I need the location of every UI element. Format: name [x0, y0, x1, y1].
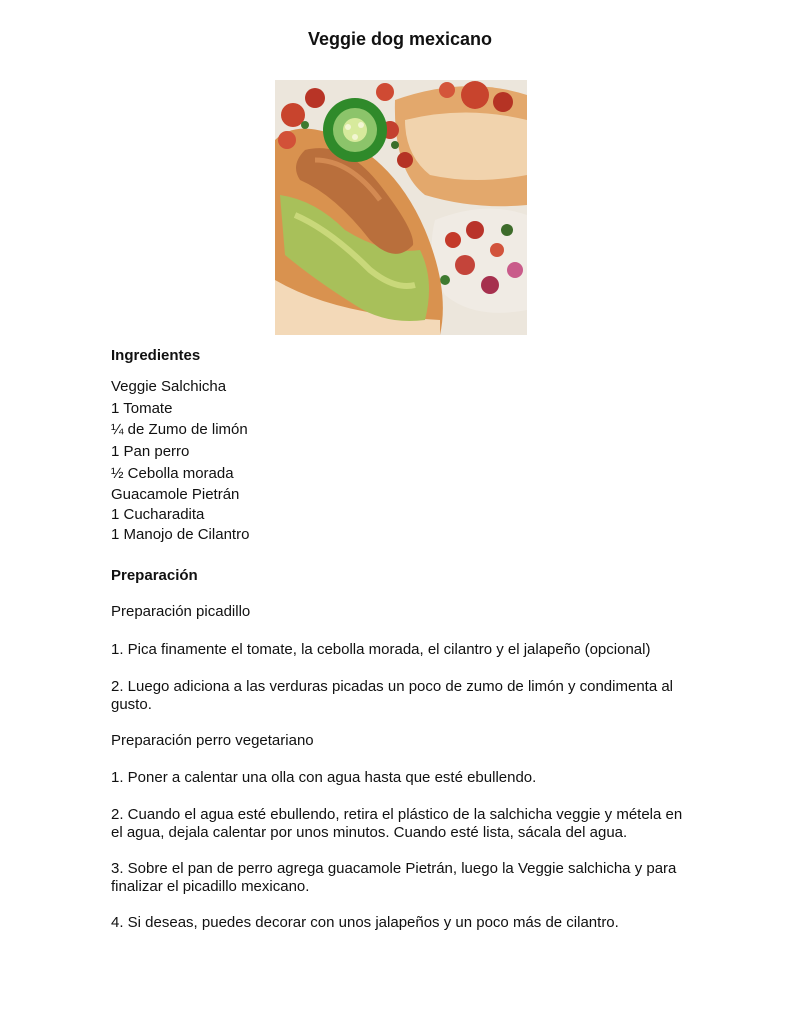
picadillo-heading: Preparación picadillo: [111, 603, 251, 620]
picadillo-step: 1. Pica finamente el tomate, la cebolla morada, el cilantro y el jalapeño (opcional): [111, 641, 651, 658]
list-item: 1 Cucharadita: [111, 505, 205, 523]
perro-step: 1. Poner a calentar una olla con agua hasta que esté ebullendo.: [111, 769, 537, 786]
ingredients-list: [111, 376, 249, 545]
picadillo-step: 2. Luego adiciona a las verduras picadas un poco de zumo de limón y condimenta al gusto.: [111, 678, 674, 713]
list-item: 1 Tomate: [111, 399, 173, 417]
perro-step: 3. Sobre el pan de perro agrega guacamole Pietrán, luego la Veggie salchicha y para finalizar el picadillo mexicano.: [111, 860, 677, 895]
perro-step: 2. Cuando el agua esté ebullendo, retira el plástico de la salchicha veggie y métela en el agua, dejala calentar por unos minutos. Cuando esté lista, sácala del agua.: [111, 806, 683, 841]
list-item: 1 Manojo de Cilantro: [111, 525, 250, 543]
list-item: ¼ de Zumo de limón: [111, 421, 248, 439]
perro-step: 4. Si deseas, puedes decorar con unos jalapeños y un poco más de cilantro.: [111, 914, 619, 931]
list-item: ½ Cebolla morada: [111, 464, 234, 482]
list-item: Guacamole Pietrán: [111, 485, 240, 503]
preparation-heading: Preparación: [111, 567, 198, 584]
recipe-title: Veggie dog mexicano: [307, 29, 493, 49]
perro-heading: Preparación perro vegetariano: [111, 732, 314, 749]
ingredients-heading: Ingredientes: [111, 347, 201, 364]
list-item: 1 Pan perro: [111, 443, 190, 461]
hot-dog-photo: [275, 80, 527, 335]
list-item: Veggie Salchicha: [111, 378, 227, 395]
